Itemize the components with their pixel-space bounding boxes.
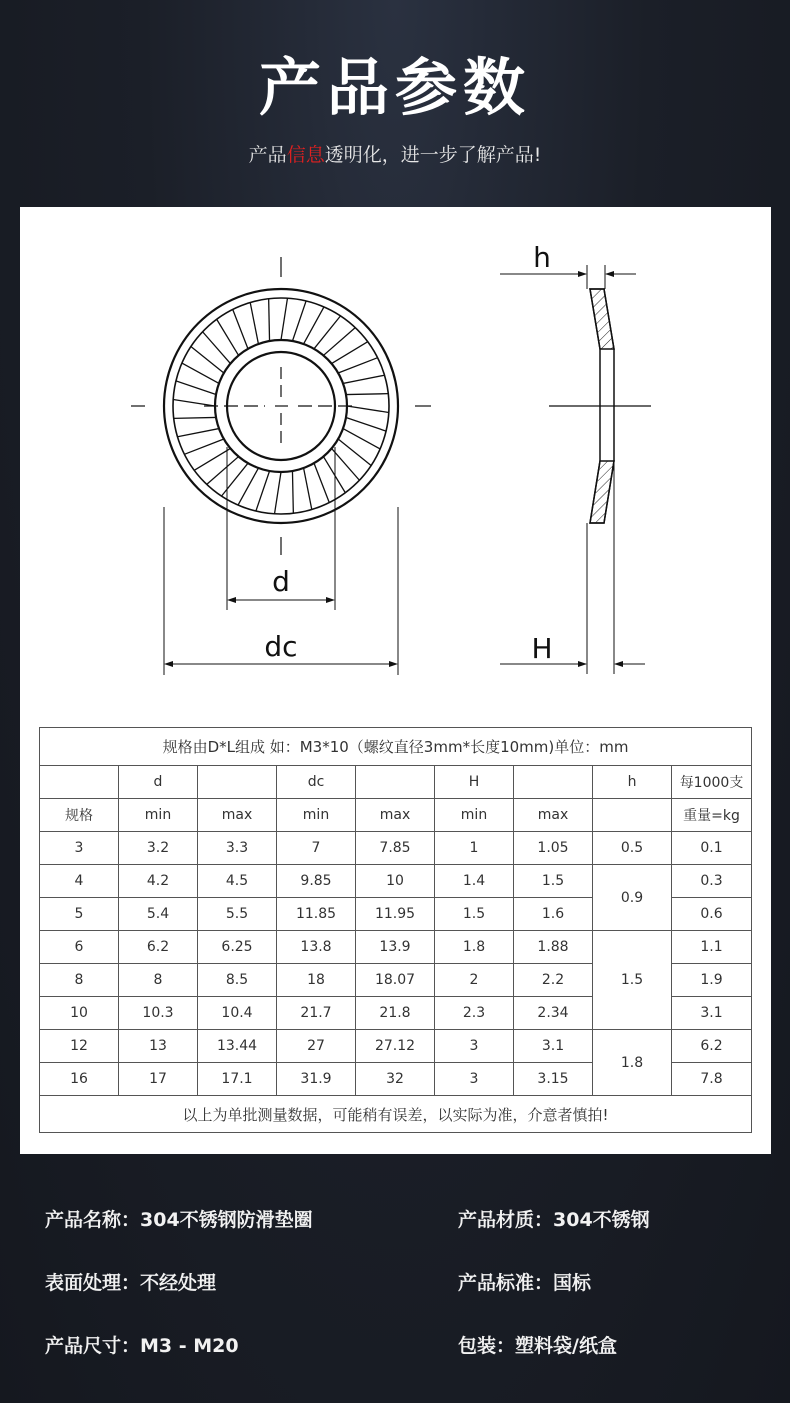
serration-line [332, 342, 368, 364]
table-cell: 1.88 [514, 931, 593, 964]
serration-line [281, 298, 287, 340]
serration-line [176, 381, 216, 395]
table-cell: 2.3 [435, 997, 514, 1030]
table-cell: 17.1 [198, 1063, 277, 1096]
table-header-cell: h [593, 766, 672, 799]
table-cell: 6 [40, 931, 119, 964]
spec-table [39, 727, 752, 1133]
table-cell: 1.05 [514, 832, 593, 865]
table-header-cell: min [435, 799, 514, 832]
page-subtitle [0, 140, 790, 167]
table-cell: 10.4 [198, 997, 277, 1030]
table-cell: 5.4 [119, 898, 198, 931]
table-cell: 2.2 [514, 964, 593, 997]
table-header-cell: dc [277, 766, 356, 799]
serration-line [184, 439, 223, 454]
info-surface: 表面处理：不经处理 [45, 1272, 217, 1294]
table-cell: 1 [435, 832, 514, 865]
table-cell: 3 [435, 1063, 514, 1096]
table-cell: 8 [40, 964, 119, 997]
label-dc: dc [264, 630, 298, 663]
table-cell-h: 1.8 [593, 1030, 672, 1096]
table-cell-weight: 0.6 [672, 898, 752, 931]
table-row [40, 832, 752, 865]
table-footer-row [40, 1096, 752, 1133]
table-cell: 7.85 [356, 832, 435, 865]
table-header-cell: max [514, 799, 593, 832]
table-cell-weight: 1.9 [672, 964, 752, 997]
table-cell: 4.2 [119, 865, 198, 898]
table-cell: 10 [40, 997, 119, 1030]
table-cell: 8.5 [198, 964, 277, 997]
table-cell: 3.2 [119, 832, 198, 865]
table-cell: 5.5 [198, 898, 277, 931]
table-cell: 11.95 [356, 898, 435, 931]
table-cell: 12 [40, 1030, 119, 1063]
info-size: 产品尺寸：M3 - M20 [45, 1335, 239, 1357]
table-cell: 3 [435, 1030, 514, 1063]
serration-line [233, 309, 248, 348]
serration-line [343, 429, 380, 449]
serration-line [177, 429, 218, 437]
subtitle-pre: 产品 [248, 144, 287, 166]
table-row [40, 931, 752, 964]
serration-line [275, 472, 281, 514]
washer-front-view [131, 257, 431, 675]
serration-line [173, 400, 215, 406]
serration-line [182, 363, 219, 383]
table-caption-row [40, 728, 752, 766]
table-cell: 32 [356, 1063, 435, 1096]
table-cell: 16 [40, 1063, 119, 1096]
table-cell: 21.7 [277, 997, 356, 1030]
table-cell: 10.3 [119, 997, 198, 1030]
serration-line [347, 406, 389, 412]
table-cell: 8 [119, 964, 198, 997]
table-header-cell [514, 766, 593, 799]
table-header-cell: H [435, 766, 514, 799]
serration-line [174, 417, 216, 418]
table-header-cell: max [198, 799, 277, 832]
table-cell: 3.3 [198, 832, 277, 865]
info-material: 产品材质：304不锈钢 [458, 1209, 650, 1231]
table-cell-weight: 6.2 [672, 1030, 752, 1063]
serration-line [194, 448, 230, 470]
spec-panel [20, 207, 771, 1154]
label-h: h [533, 241, 551, 274]
info-standard: 产品标准：国标 [458, 1272, 592, 1294]
table-cell: 13.9 [356, 931, 435, 964]
table-cell-weight: 1.1 [672, 931, 752, 964]
serration-line [304, 468, 312, 509]
label-d: d [272, 565, 290, 598]
table-row [40, 1030, 752, 1063]
table-header-cell [356, 766, 435, 799]
serration-line [304, 307, 324, 344]
serration-line [338, 358, 377, 373]
info-packing: 包装：塑料袋/纸盒 [458, 1335, 617, 1357]
table-cell: 9.85 [277, 865, 356, 898]
table-cell: 6.2 [119, 931, 198, 964]
table-caption: 规格由D*L组成 如：M3*10（螺纹直径3mm*长度10mm)单位：mm [40, 728, 752, 766]
serration-line [238, 468, 258, 505]
serration-line [292, 301, 306, 341]
info-product-name: 产品名称：304不锈钢防滑垫圈 [45, 1209, 313, 1231]
serration-line [346, 394, 388, 395]
table-cell: 1.5 [435, 898, 514, 931]
subtitle-post: 透明化，进一步了解产品! [324, 144, 542, 166]
table-cell: 18 [277, 964, 356, 997]
table-cell: 7 [277, 832, 356, 865]
table-header-cell [198, 766, 277, 799]
table-header-cell [593, 799, 672, 832]
table-cell: 1.8 [435, 931, 514, 964]
table-cell: 2.34 [514, 997, 593, 1030]
table-cell: 3.1 [514, 1030, 593, 1063]
table-cell-h: 0.5 [593, 832, 672, 865]
table-cell-weight: 3.1 [672, 997, 752, 1030]
table-cell: 27.12 [356, 1030, 435, 1063]
serration-line [250, 302, 258, 343]
table-cell-h: 0.9 [593, 865, 672, 931]
serration-line [314, 463, 329, 502]
table-header-cell: max [356, 799, 435, 832]
table-header-cell: d [119, 766, 198, 799]
table-cell-weight: 0.3 [672, 865, 752, 898]
table-cell: 5 [40, 898, 119, 931]
table-cell: 31.9 [277, 1063, 356, 1096]
serration-line [256, 471, 270, 511]
table-cell: 18.07 [356, 964, 435, 997]
table-row [40, 865, 752, 898]
table-cell: 13.44 [198, 1030, 277, 1063]
washer-drawing [20, 207, 771, 717]
table-cell: 27 [277, 1030, 356, 1063]
serration-line [269, 299, 270, 341]
washer-side-view [500, 265, 651, 674]
table-cell: 1.4 [435, 865, 514, 898]
serration-line [346, 417, 386, 431]
table-header-cell: 规格 [40, 799, 119, 832]
table-cell-weight: 7.8 [672, 1063, 752, 1096]
table-cell: 1.6 [514, 898, 593, 931]
table-header-cell: min [119, 799, 198, 832]
table-cell: 17 [119, 1063, 198, 1096]
serration-line [217, 319, 239, 355]
serration-line [343, 375, 384, 383]
table-cell: 4 [40, 865, 119, 898]
table-cell: 3 [40, 832, 119, 865]
table-header-cell: 每1000支 [672, 766, 752, 799]
serration-line [323, 457, 345, 493]
table-header-cell: 重量=kg [672, 799, 752, 832]
table-cell: 2 [435, 964, 514, 997]
table-footer-note: 以上为单批测量数据，可能稍有误差，以实际为准，介意者慎拍! [40, 1096, 752, 1133]
table-header-cell: min [277, 799, 356, 832]
label-H: H [531, 632, 553, 665]
table-cell: 4.5 [198, 865, 277, 898]
table-cell: 1.5 [514, 865, 593, 898]
table-cell: 11.85 [277, 898, 356, 931]
serration-line [292, 471, 293, 513]
table-cell: 13.8 [277, 931, 356, 964]
table-cell: 10 [356, 865, 435, 898]
table-sub-header-row [40, 799, 752, 832]
table-cell: 6.25 [198, 931, 277, 964]
table-header-cell [40, 766, 119, 799]
table-cell: 21.8 [356, 997, 435, 1030]
table-cell: 3.15 [514, 1063, 593, 1096]
page-title: 产品参数 [258, 51, 531, 124]
subtitle-highlight: 信息 [286, 144, 325, 166]
table-cell-h: 1.5 [593, 931, 672, 1030]
table-cell: 13 [119, 1030, 198, 1063]
table-cell-weight: 0.1 [672, 832, 752, 865]
table-group-header-row [40, 766, 752, 799]
